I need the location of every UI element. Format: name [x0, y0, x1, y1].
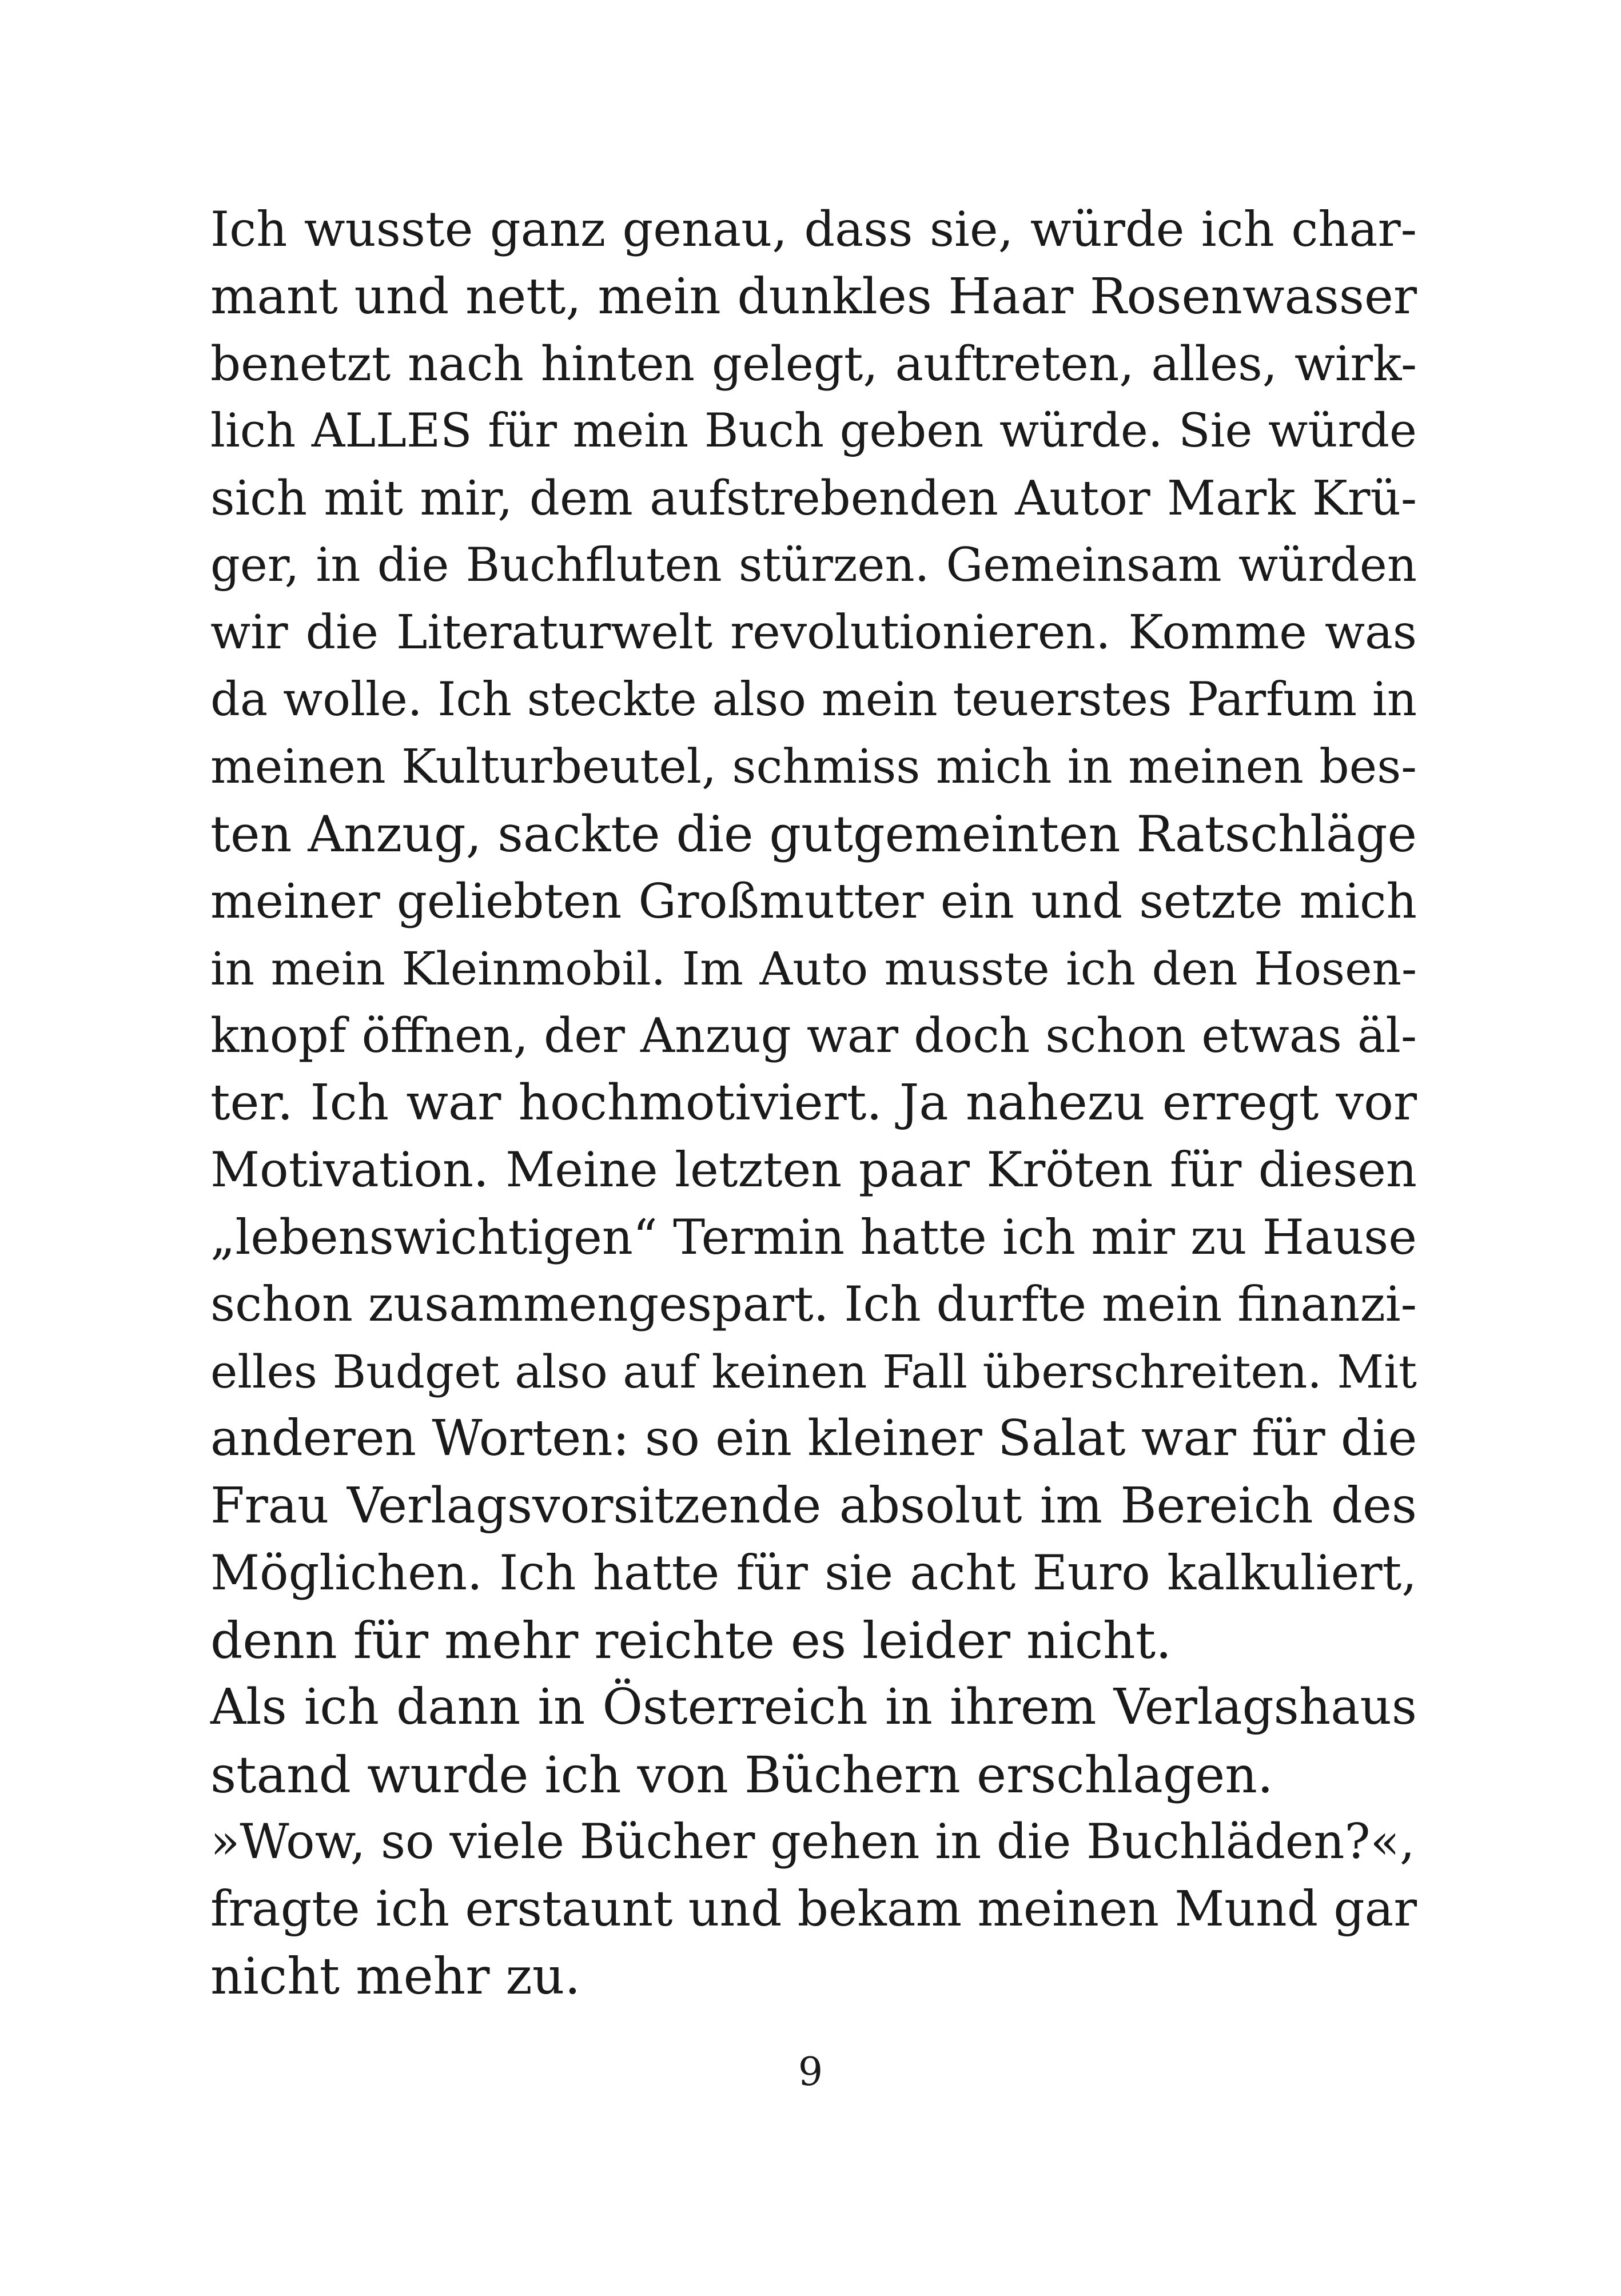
text-line: in mein Kleinmobil. Im Auto musste ich den Hosen- — [210, 942, 1417, 995]
text-line: ger, in die Buchfluten stürzen. Gemeinsam würden — [210, 538, 1417, 592]
text-line: anderen Worten: so ein kleiner Salat war für die — [210, 1410, 1417, 1467]
text-line: schon zusammengespart. Ich durfte mein finanzi- — [210, 1276, 1417, 1332]
body-text — [210, 196, 1417, 2010]
text-line: benetzt nach hinten gelegt, auftreten, alles, wirk- — [210, 336, 1417, 392]
text-line: mant und nett, mein dunkles Haar Rosenwasser — [210, 268, 1417, 325]
text-line: „lebenswichtigen“ Termin hatte ich mir zu Hause — [210, 1209, 1417, 1265]
text-line: Als ich dann in Österreich in ihrem Verlagshaus — [210, 1679, 1417, 1736]
text-line: elles Budget also auf keinen Fall überschreiten. Mit — [210, 1345, 1417, 1398]
text-line: Ich wusste ganz genau, dass sie, würde ich char- — [210, 201, 1417, 257]
text-line: stand wurde ich von Büchern erschlagen. — [210, 1745, 1273, 1804]
text-line: wir die Literaturwelt revolutionieren. Komme was — [210, 605, 1417, 660]
text-line: denn für mehr reichte es leider nicht. — [210, 1611, 1172, 1670]
text-line: »Wow, so viele Bücher gehen in die Buchläden?«, — [210, 1813, 1415, 1870]
text-line: lich ALLES für mein Buch geben würde. Sie würde — [210, 404, 1417, 458]
text-line: Möglichen. Ich hatte für sie acht Euro kalkuliert, — [210, 1545, 1417, 1601]
text-line: meinen Kulturbeutel, schmiss mich in meinen bes- — [210, 740, 1417, 794]
text-line: fragte ich erstaunt und bekam meinen Mund gar — [210, 1880, 1417, 1938]
page-number: 9 — [798, 2050, 823, 2095]
text-line: Frau Verlagsvorsitzende absolut im Bereich des — [210, 1477, 1417, 1534]
text-line: knopf öffnen, der Anzug war doch schon etwas äl- — [210, 1008, 1417, 1063]
text-line: nicht mehr zu. — [210, 1947, 581, 2006]
text-line: ten Anzug, sackte die gutgemeinten Ratschläge — [210, 804, 1417, 863]
text-line: meiner geliebten Großmutter ein und setzte mich — [210, 874, 1417, 929]
text-line: Motivation. Meine letzten paar Kröten für diesen — [210, 1142, 1417, 1198]
text-line: ter. Ich war hochmotiviert. Ja nahezu erregt vor — [210, 1074, 1417, 1131]
text-line: da wolle. Ich steckte also mein teuerstes Parfum in — [210, 672, 1417, 727]
text-line: sich mit mir, dem aufstrebenden Autor Mark Krü- — [210, 471, 1417, 526]
